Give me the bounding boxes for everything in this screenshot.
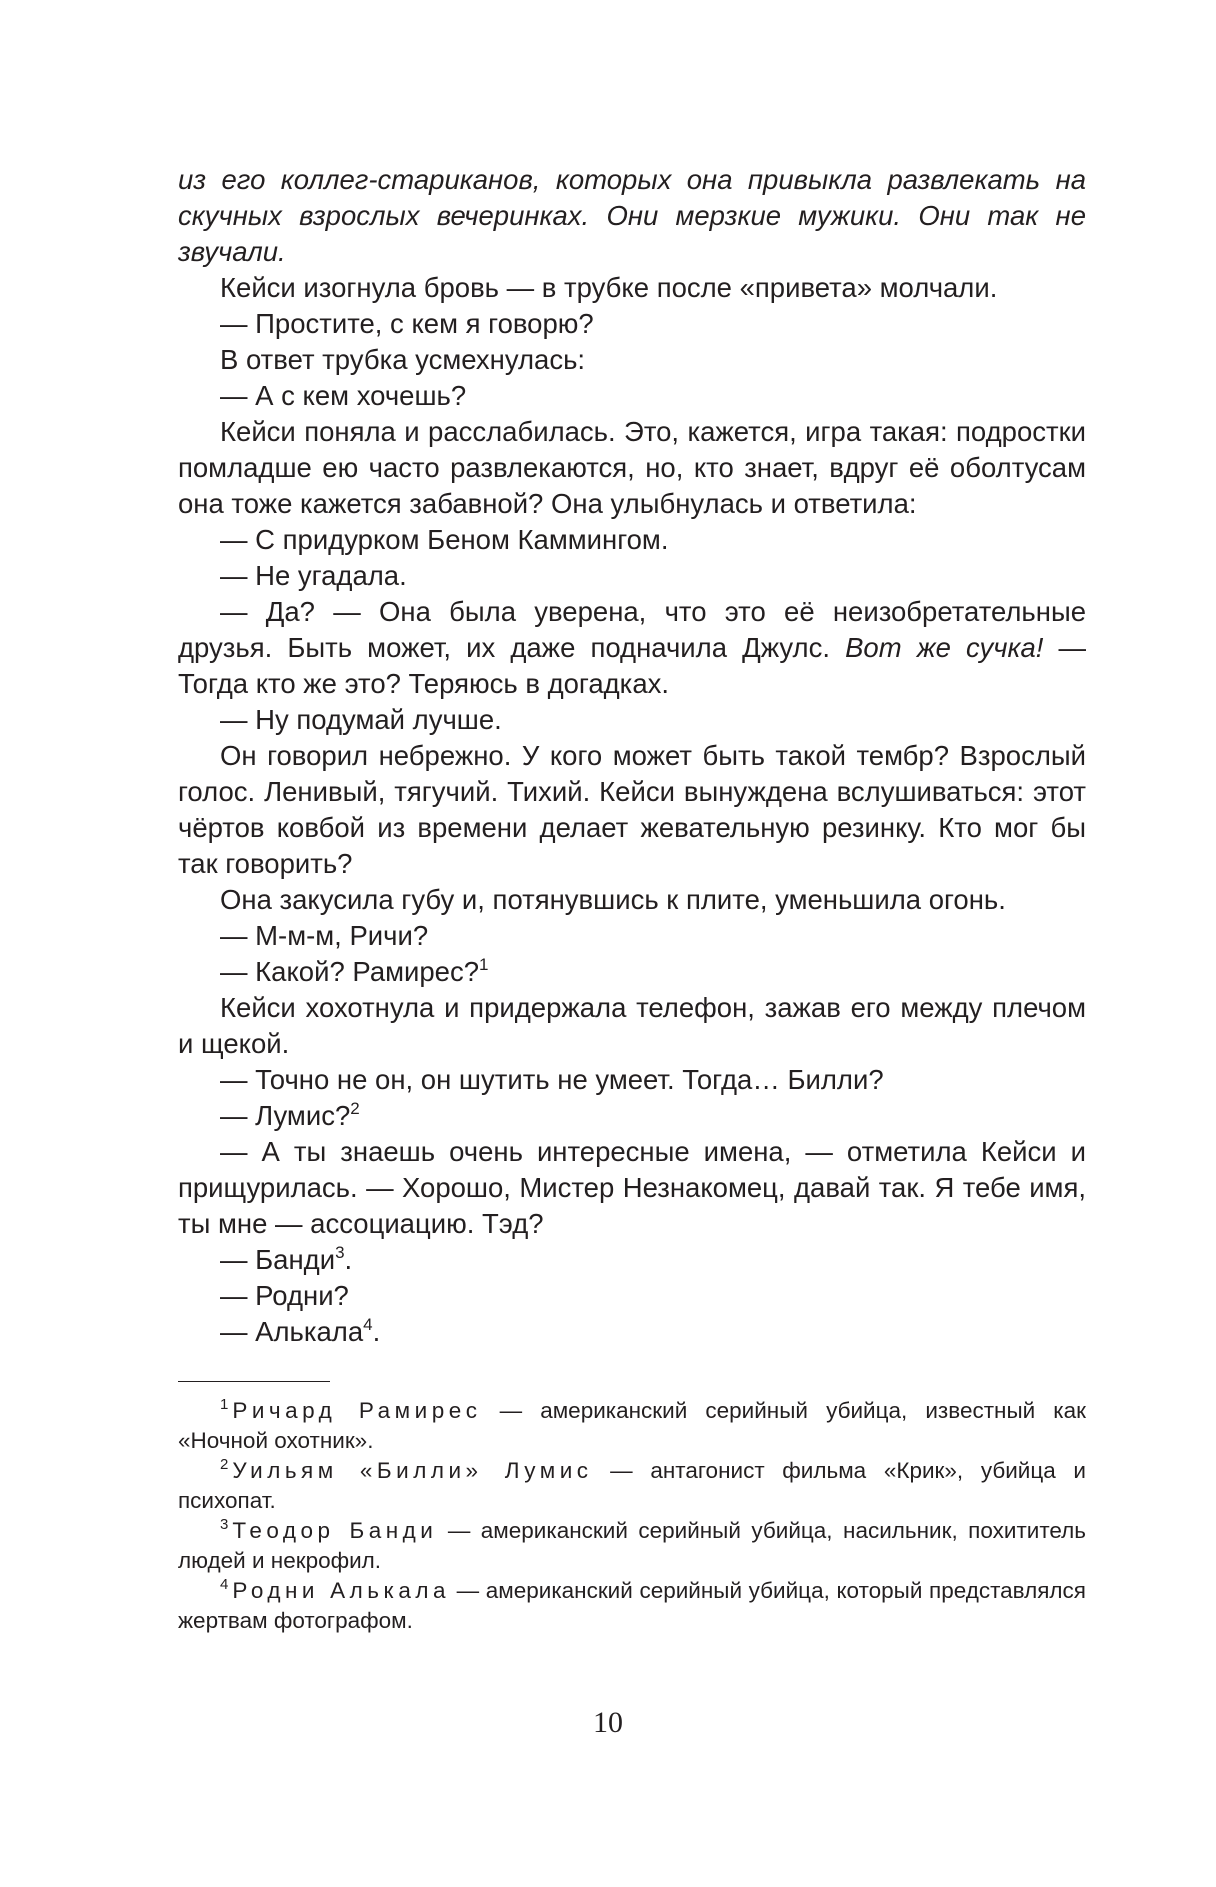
footnote-text: — антагонист фильма «Крик», убийца и психопат. <box>178 1458 1086 1513</box>
paragraph-text: Она закусила губу и, потянувшись к плите, уменьшила огонь. <box>220 884 1006 915</box>
paragraph-text: — А с кем хочешь? <box>220 380 467 411</box>
dialogue-line <box>178 1134 1086 1242</box>
italic-text: Вот же сучка! <box>845 632 1044 663</box>
dialogue-line <box>178 1242 1086 1278</box>
footnote-number: 4 <box>220 1576 229 1593</box>
paragraph-text: . <box>344 1244 353 1275</box>
paragraph-text: — Лумис? <box>220 1100 351 1131</box>
dialogue-line <box>178 594 1086 702</box>
footnote-number: 1 <box>220 1396 229 1413</box>
paragraph-text: из его коллег-стариканов, которых она привыкла развлекать на скучных взрослых вечеринках. Они мерзкие мужики. Они так не звучали. <box>178 164 1086 267</box>
paragraph-text: — А ты знаешь очень интересные имена, — отметила Кейси и прищурилась. — Хорошо, Мистер Незнакомец, давай так. Я тебе имя, ты мне — ассоциацию. Тэд? <box>178 1136 1086 1239</box>
paragraph-text: Кейси поняла и расслабилась. Это, кажется, игра такая: подростки помладше ею часто развлекаются, но, кто знает, вдруг её оболтусам она тоже кажется забавной? Она улыбнулась и ответила: <box>178 416 1086 519</box>
paragraph-text: — С придурком Беном Каммингом. <box>220 524 669 555</box>
paragraph-text: — Какой? Рамирес? <box>220 956 480 987</box>
footnote <box>178 1576 1086 1636</box>
paragraph-text: . <box>372 1316 381 1347</box>
dialogue-line <box>178 1314 1086 1350</box>
paragraph-text: — Родни? <box>220 1280 349 1311</box>
footnote-marker[interactable]: 1 <box>479 955 489 974</box>
footnote-marker[interactable]: 3 <box>335 1243 345 1262</box>
footnote <box>178 1516 1086 1576</box>
paragraph <box>178 882 1086 918</box>
paragraph <box>178 414 1086 522</box>
paragraph <box>178 738 1086 882</box>
paragraph-text: — Да? — Она была уверена, что это её неизобретательные друзья. Быть может, их даже подначила Джулс. <box>178 596 1086 663</box>
footnote-text: — американский серийный убийца, насильник, похититель людей и некрофил. <box>178 1518 1086 1573</box>
paragraph <box>178 990 1086 1062</box>
footnote-text: — американский серийный убийца, который представлялся жертвам фотографом. <box>178 1578 1086 1633</box>
paragraph <box>178 270 1086 306</box>
footnote-marker[interactable]: 4 <box>363 1315 373 1334</box>
paragraph-text: В ответ трубка усмехнулась: <box>220 344 586 375</box>
dialogue-line <box>178 378 1086 414</box>
paragraph-text: Кейси хохотнула и придержала телефон, зажав его между плечом и щекой. <box>178 992 1086 1059</box>
dialogue-line <box>178 558 1086 594</box>
footnote-name: Ричард Рамирес <box>232 1398 482 1423</box>
dialogue-line <box>178 1278 1086 1314</box>
paragraph-text: — Ну подумай лучше. <box>220 704 502 735</box>
paragraph-text: — М-м-м, Ричи? <box>220 920 429 951</box>
footnote <box>178 1456 1086 1516</box>
footnote-divider <box>178 1381 330 1382</box>
paragraph-text: — Не угадала. <box>220 560 407 591</box>
footnote-name: Родни Алькала <box>232 1578 450 1603</box>
footnote-text: — американский серийный убийца, известный как «Ночной охотник». <box>178 1398 1086 1453</box>
paragraph-text: — Тогда кто же это? Теряюсь в догадках. <box>178 632 1086 699</box>
paragraph-text: Кейси изогнула бровь — в трубке после «привета» молчали. <box>220 272 998 303</box>
paragraph-text: — Алькала <box>220 1316 364 1347</box>
footnote-name: Уильям «Билли» Лумис <box>232 1458 593 1483</box>
page-number: 10 <box>593 1706 623 1739</box>
dialogue-line <box>178 918 1086 954</box>
footnote <box>178 1396 1086 1456</box>
dialogue-line <box>178 954 1086 990</box>
footnote-name: Теодор Банди <box>232 1518 438 1543</box>
dialogue-line <box>178 702 1086 738</box>
dialogue-line <box>178 1098 1086 1134</box>
footnote-number: 2 <box>220 1456 229 1473</box>
paragraph-text: — Точно не он, он шутить не умеет. Тогда… Билли? <box>220 1064 884 1095</box>
paragraph-text: Он говорил небрежно. У кого может быть такой тембр? Взрослый голос. Ленивый, тягучий. Тихий. Кейси вынуждена вслушиваться: этот чёртов ковбой из времени делает жевательную резинку. Кто мог бы так говорить? <box>178 740 1086 879</box>
paragraph-text: — Простите, с кем я говорю? <box>220 308 594 339</box>
footnote-number: 3 <box>220 1516 229 1533</box>
book-page <box>178 162 1086 1636</box>
paragraph <box>178 342 1086 378</box>
dialogue-line <box>178 522 1086 558</box>
paragraph-text: — Банди <box>220 1244 336 1275</box>
dialogue-line <box>178 1062 1086 1098</box>
dialogue-line <box>178 306 1086 342</box>
footnote-marker[interactable]: 2 <box>350 1099 360 1118</box>
paragraph <box>178 162 1086 270</box>
